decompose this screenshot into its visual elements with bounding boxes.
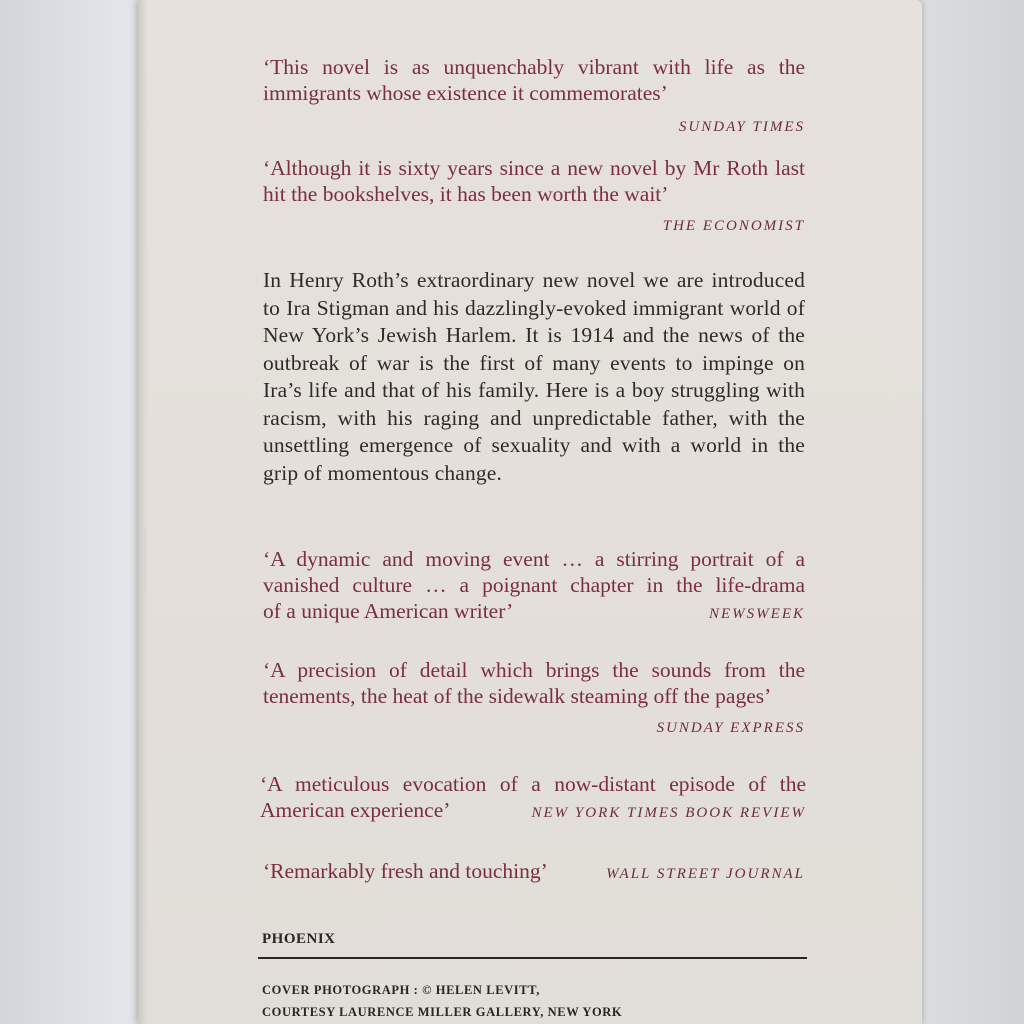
quote-line: ‘Remarkably fresh and touching’ — [263, 859, 548, 883]
quote-source: SUNDAY EXPRESS — [656, 720, 805, 736]
gallery-credit: COURTESY LAURENCE MILLER GALLERY, NEW YORK — [262, 1005, 623, 1019]
quote-line: ‘A meticulous evocation of a now-distant episode of the — [260, 772, 806, 796]
quote-line: vanished culture … a poignant chapter in the life-drama — [263, 573, 805, 597]
divider-rule — [258, 957, 807, 959]
publisher-name: PHOENIX — [262, 931, 336, 947]
quote-source: SUNDAY TIMES — [678, 119, 805, 135]
quote-text: ‘A precision of detail which brings the sounds from the tenements, the heat of the sidewalk steaming off the pages’ — [263, 658, 805, 708]
book-description: In Henry Roth’s extraordinary new novel we are introduced to Ira Stigman and his dazzlingly-evoked immigrant world of New York’s Jewish Harlem. It is 1914 and the news of the outbreak of war is the first of many events to impinge on Ira’s life and that of his family. Here is a boy struggling with racism, with his raging and unpredictable father, with the unsettling emergence of sexuality and with a world in the grip of momentous change. — [263, 268, 805, 485]
quote-line: of a unique American writer’ — [263, 599, 514, 623]
quote-text: ‘Although it is sixty years since a new novel by Mr Roth last hit the bookshelves, it has been worth the wait’ — [263, 156, 805, 206]
review-quote-wsj — [263, 858, 805, 887]
quote-source: THE ECONOMIST — [662, 218, 805, 234]
review-quote-newsweek — [263, 546, 805, 627]
cover-photo-credit: COVER PHOTOGRAPH : © HELEN LEVITT, — [262, 983, 540, 997]
review-quote-nyt-book-review — [260, 771, 806, 826]
review-quote-sunday-times — [263, 54, 805, 140]
quote-source: NEW YORK TIMES BOOK REVIEW — [531, 805, 806, 821]
review-quote-economist — [263, 155, 805, 239]
quote-line: ‘A dynamic and moving event … a stirring portrait of a — [263, 547, 805, 571]
quote-source: WALL STREET JOURNAL — [606, 866, 805, 882]
quote-text: ‘This novel is as unquenchably vibrant with life as the immigrants whose existence it commemorates’ — [263, 55, 805, 105]
review-quote-sunday-express — [263, 657, 805, 741]
quote-line: American experience’ — [260, 798, 451, 822]
quote-source: NEWSWEEK — [709, 606, 805, 622]
